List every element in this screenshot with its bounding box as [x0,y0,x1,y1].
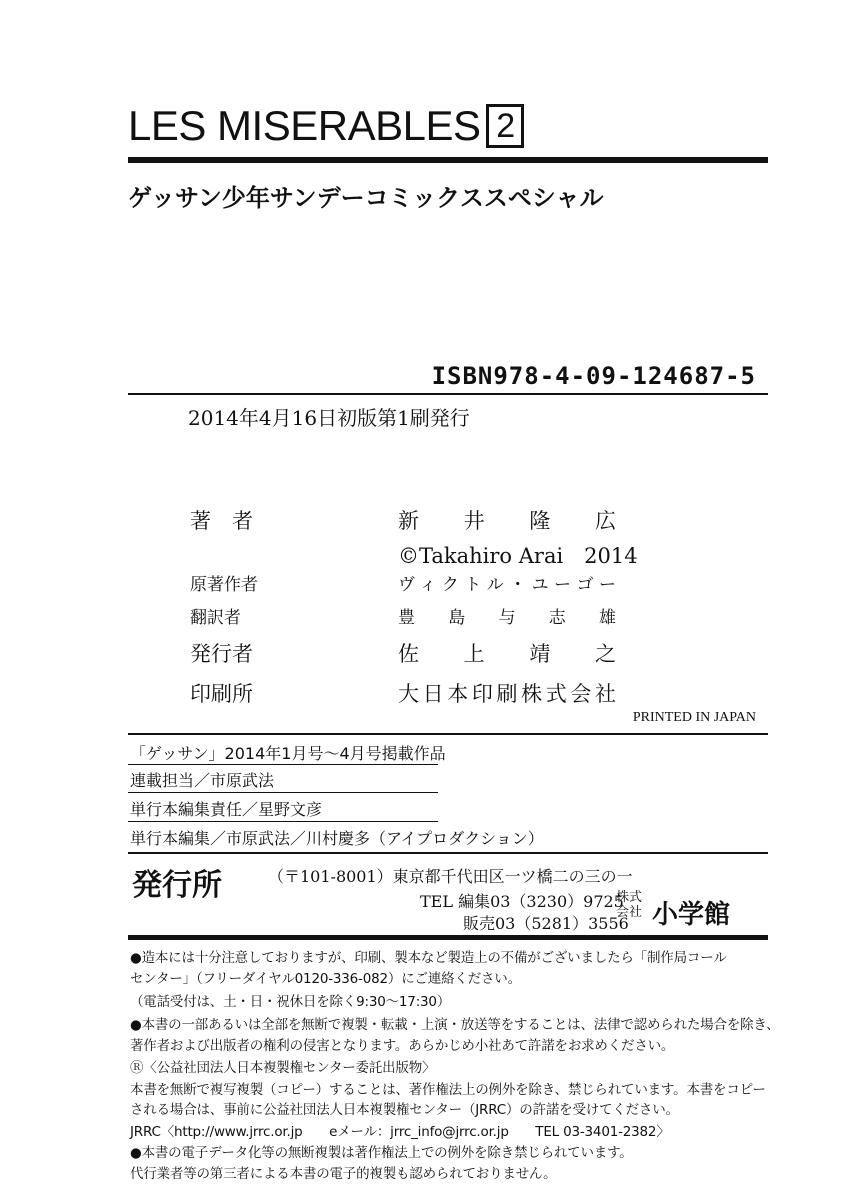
kabushiki-kaisha-label [616,890,642,920]
kaisha-text: 会社 [616,905,643,920]
printed-in-japan: PRINTED IN JAPAN [632,710,756,725]
staff-line: 「ゲッサン」2014年1月号～4月号掲載作品 [130,744,446,763]
credit-label-translator: 翻訳者 [190,608,241,628]
book-title-text: LES MISERABLES [128,102,481,149]
credit-value-translator: 豊島与志雄 [398,608,616,628]
notice-line: ●本書の電子データ化等の無断複製は著作権法上での例外を除き禁じられています。 [130,1145,633,1161]
staff-bottom-rule [128,852,768,854]
credit-value-printer: 大日本印刷株式会社 [398,682,616,706]
credit-value-publisher-person: 佐上靖之 [398,642,616,666]
isbn-rule [128,393,768,395]
notice-line: ●本書の一部あるいは全部を無断で複製・転載・上演・放送等をすることは、法律で認められた場合を除き、 [130,1017,780,1033]
staff-rule [128,821,438,822]
publisher-address: （〒101-8001）東京都千代田区一ツ橋二の三の一 [268,867,633,886]
credit-label-publisher-person: 発行者 [190,642,253,666]
publisher-tel-edit: TEL 編集03（3230）9725 [420,892,624,911]
credit-label-author: 著 者 [190,509,253,533]
credit-label-original-author: 原著作者 [190,575,258,595]
publisher-label: 発行所 [132,868,222,903]
notice-line: （電話受付は、土・日・祝休日を除く9:30～17:30） [130,994,451,1010]
publisher-company-name: 小学館 [652,900,731,930]
credit-label-printer: 印刷所 [190,682,253,706]
notice-line: 著作者および出版者の権利の侵害となります。あらかじめ小社あて許諾をお求めください。 [130,1038,675,1054]
staff-rule [128,792,438,793]
staff-line: 単行本編集責任／星野文彦 [130,800,323,819]
staff-line: 連載担当／市原武法 [130,771,275,790]
copyright-line: ©Takahiro Arai 2014 [398,544,638,568]
credits-rule [128,733,768,735]
credit-value-original-author: ヴィクトル・ユーゴー [398,575,616,595]
publisher-rule [128,935,768,940]
notice-line: 本書を無断で複写複製（コピー）することは、著作権法上の例外を除き、禁じられています。本書をコピー [130,1082,766,1098]
staff-line: 単行本編集／市原武法／川村慶多（アイプロダクション） [130,829,544,848]
volume-number-box: 2 [486,104,524,148]
credit-value-author: 新井隆広 [398,509,616,533]
notice-line: センター」（フリーダイヤル0120-336-082）にご連絡ください。 [130,971,521,987]
isbn: ISBN978-4-09-124687-5 [431,362,756,390]
notice-line: Ⓡ〈公益社団法人日本複製権センター委託出版物〉 [130,1060,436,1076]
series-name: ゲッサン少年サンデーコミックススペシャル [128,184,604,212]
title-rule [128,157,768,163]
notice-line: JRRC〈http://www.jrrc.or.jp eメール：jrrc_info@jrrc.or.jp TEL 03-3401-2382〉 [130,1124,670,1140]
kabushiki-text: 株式 [616,890,643,905]
notice-line: ●造本には十分注意しておりますが、印刷、製本など製造上の不備がございましたら「制作局コール [130,950,727,966]
notice-line: される場合は、事前に公益社団法人日本複製権センター（JRRC）の許諾を受けてください。 [130,1102,679,1118]
notice-line: 代行業者等の第三者による本書の電子的複製も認められておりません。 [130,1166,557,1182]
staff-rule [128,764,438,765]
first-edition-date: 2014年4月16日初版第1刷発行 [188,406,470,430]
publisher-tel-sales: 販売03（5281）3556 [463,914,629,933]
book-title [128,96,524,156]
